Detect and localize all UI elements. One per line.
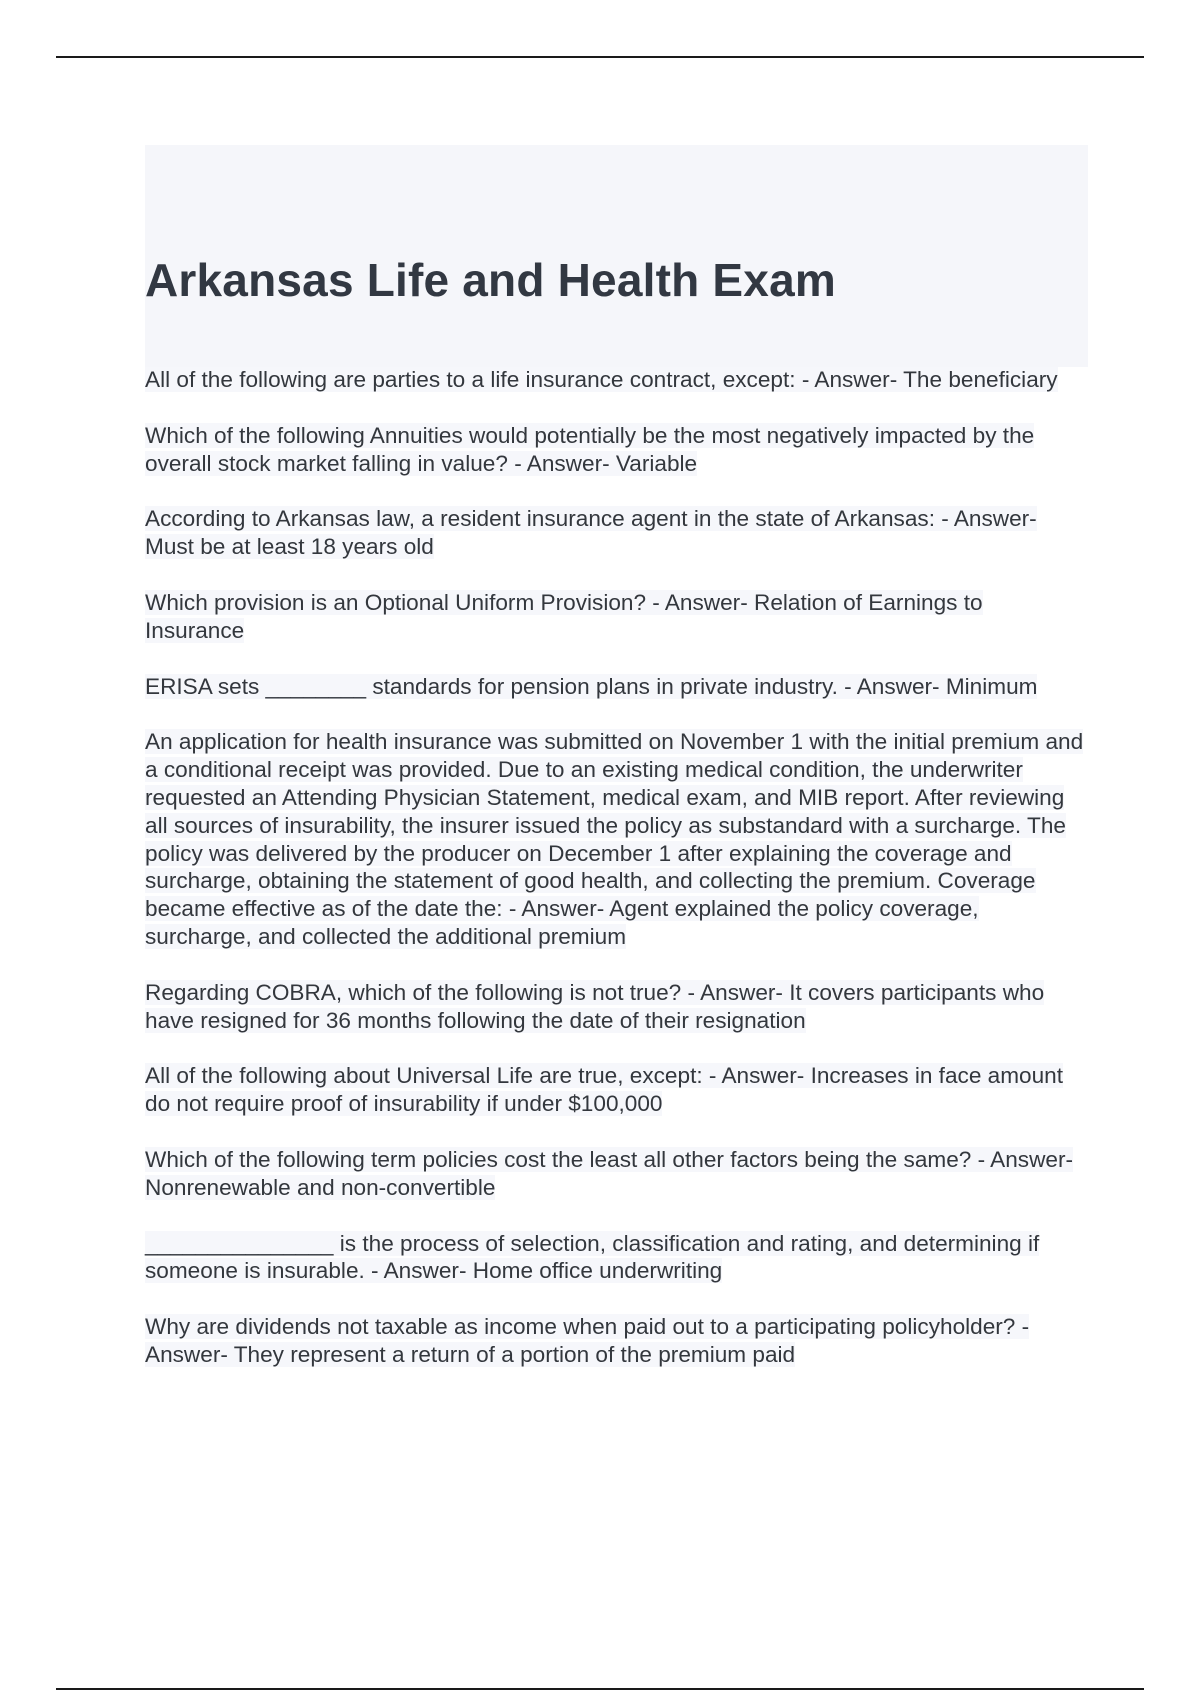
question-answer-list	[145, 366, 1085, 1397]
qa-item: An application for health insurance was submitted on November 1 with the initial premium and a conditional receipt was provided. Due to an existing medical condition, the underwriter requested an Attending Physician Statement, medical exam, and MIB report. After reviewing all sources of insurability, the insurer issued the policy as substandard with a surcharge. The policy was delivered by the producer on December 1 after explaining the coverage and surcharge, obtaining the statement of good health, and collecting the premium. Coverage became effective as of the date the: - Answer- Agent explained the policy coverage, surcharge, and collected the additional premium	[145, 729, 1084, 949]
qa-item: Why are dividends not taxable as income when paid out to a participating policyholder? - Answer- They represent a return of a portion of the premium paid	[145, 1314, 1030, 1367]
qa-item: According to Arkansas law, a resident insurance agent in the state of Arkansas: - Answer- Must be at least 18 years old	[145, 506, 1037, 560]
page-title: Arkansas Life and Health Exam	[145, 254, 836, 306]
qa-item: Regarding COBRA, which of the following is not true? - Answer- It covers participants who have resigned for 36 months following the date of their resignation	[145, 979, 1045, 1033]
bottom-divider	[56, 1688, 1144, 1690]
qa-item: Which of the following term policies cost the least all other factors being the same? - Answer- Nonrenewable and non-convertible	[145, 1146, 1074, 1200]
qa-item: ERISA sets ________ standards for pension plans in private industry. - Answer- Minimum	[145, 673, 1038, 699]
qa-item: _______________ is the process of selection, classification and rating, and determining if someone is insurable. - Answer- Home office underwriting	[145, 1230, 1040, 1284]
qa-item: All of the following are parties to a life insurance contract, except: - Answer- The beneficiary	[145, 367, 1058, 392]
top-divider	[56, 56, 1144, 58]
qa-item: Which provision is an Optional Uniform Provision? - Answer- Relation of Earnings to Insurance	[145, 589, 983, 643]
qa-item: All of the following about Universal Life are true, except: - Answer- Increases in face amount do not require proof of insurability if under $100,000	[145, 1063, 1064, 1117]
qa-item: Which of the following Annuities would potentially be the most negatively impacted by the overall stock market falling in value? - Answer- Variable	[145, 422, 1035, 476]
